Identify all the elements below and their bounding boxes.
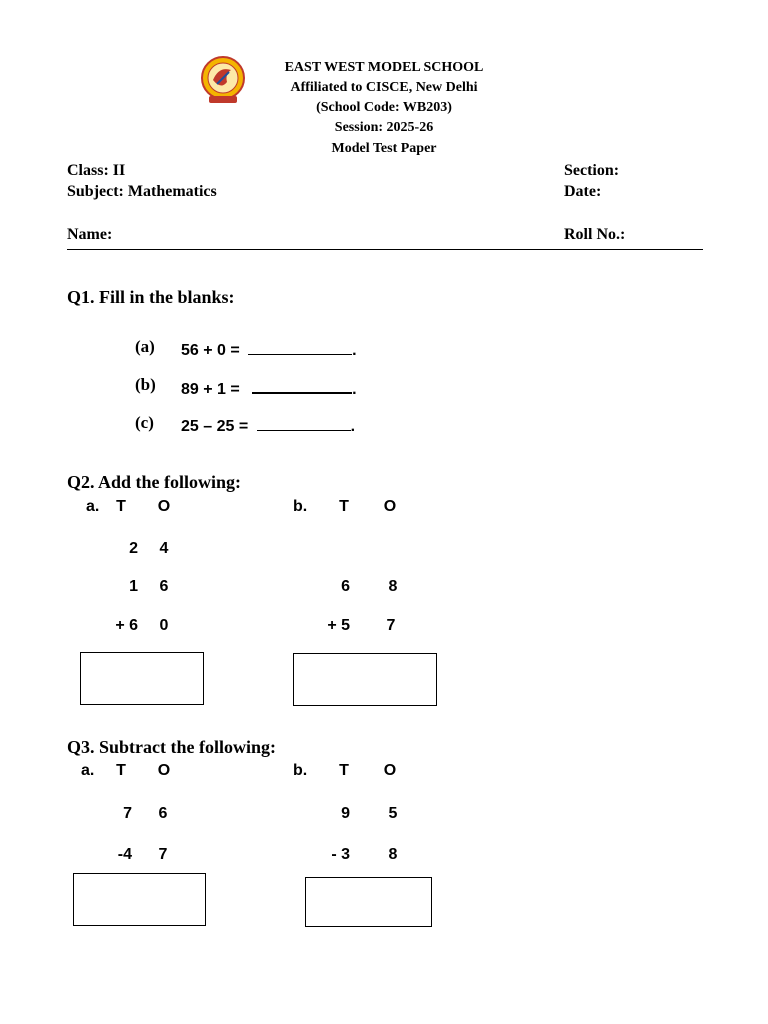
q3-b-tens-header: T xyxy=(339,762,349,779)
roll-label: Roll No.: xyxy=(564,226,626,243)
q2-a-r3-ones: 0 xyxy=(159,617,169,634)
q3-a-tens-header: T xyxy=(116,762,126,779)
date-label: Date: xyxy=(564,183,602,200)
q2-a-r1-tens: 2 xyxy=(129,540,138,557)
q3-a-label: a. xyxy=(81,762,95,779)
q2-a-r2-ones: 6 xyxy=(159,578,169,595)
q1-a-label: (a) xyxy=(135,337,155,356)
q3-b-r1-ones: 5 xyxy=(388,805,398,822)
q2-title: Q2. Add the following: xyxy=(67,472,242,492)
q2-b-r2-ones: 7 xyxy=(386,617,396,634)
q1-title: Q1. Fill in the blanks: xyxy=(67,287,235,307)
q3-a-answer-box[interactable] xyxy=(73,873,206,926)
class-label: Class: II xyxy=(67,162,126,179)
q2-b-answer-box[interactable] xyxy=(293,653,437,706)
q2-b-r2-tens: + 5 xyxy=(327,617,350,634)
school-name: EAST WEST MODEL SCHOOL xyxy=(284,60,484,75)
school-affiliation: Affiliated to CISCE, New Delhi xyxy=(290,80,478,95)
q2-b-tens-header: T xyxy=(339,498,349,515)
q3-b-ones-header: O xyxy=(383,762,397,779)
q1-c-expression: 25 – 25 = xyxy=(181,418,249,435)
q1-c-blank[interactable] xyxy=(257,414,351,431)
q1-c-row xyxy=(181,414,355,436)
q2-b-r1-ones: 8 xyxy=(388,578,398,595)
header-divider xyxy=(67,249,703,250)
q3-a-r2-ones: 7 xyxy=(158,846,168,863)
q1-a-blank[interactable] xyxy=(248,338,352,355)
section-label: Section: xyxy=(564,162,620,179)
q2-b-label: b. xyxy=(293,498,308,515)
q1-b-label: (b) xyxy=(135,375,156,394)
q2-b-ones-header: O xyxy=(383,498,397,515)
q3-b-label: b. xyxy=(293,762,308,779)
q2-a-label: a. xyxy=(86,498,100,515)
q3-b-r2-ones: 8 xyxy=(388,846,398,863)
q1-a-period: . xyxy=(352,342,357,359)
q3-b-answer-box[interactable] xyxy=(305,877,432,927)
q2-a-r3-tens: + 6 xyxy=(115,617,138,634)
q1-b-blank[interactable] xyxy=(252,376,352,394)
q1-c-period: . xyxy=(350,418,356,435)
q2-a-ones-header: O xyxy=(157,498,171,515)
q3-a-r1-ones: 6 xyxy=(158,805,168,822)
q1-b-period: . xyxy=(352,381,357,398)
subject-label: Subject: Mathematics xyxy=(67,183,217,200)
q3-a-r2-tens: -4 xyxy=(117,846,132,863)
paper-title: Model Test Paper xyxy=(331,141,437,156)
q1-a-row xyxy=(181,338,357,360)
q1-b-expression: 89 + 1 = xyxy=(181,381,240,398)
q3-b-r2-tens: - 3 xyxy=(331,846,350,863)
name-label: Name: xyxy=(67,226,113,243)
q2-b-r1-tens: 6 xyxy=(341,578,350,595)
q1-a-expression: 56 + 0 = xyxy=(181,342,240,359)
school-emblem-icon xyxy=(199,56,247,106)
q1-c-label: (c) xyxy=(135,413,154,432)
school-code: (School Code: WB203) xyxy=(316,100,452,115)
q3-a-r1-tens: 7 xyxy=(123,805,132,822)
session: Session: 2025-26 xyxy=(334,120,434,135)
q2-a-r2-tens: 1 xyxy=(129,578,138,595)
q1-b-row xyxy=(181,376,357,399)
q3-a-ones-header: O xyxy=(157,762,171,779)
q3-title: Q3. Subtract the following: xyxy=(67,737,276,757)
q2-a-r1-ones: 4 xyxy=(159,540,169,557)
q3-b-r1-tens: 9 xyxy=(341,805,350,822)
q2-a-answer-box[interactable] xyxy=(80,652,204,705)
q2-a-tens-header: T xyxy=(116,498,126,515)
